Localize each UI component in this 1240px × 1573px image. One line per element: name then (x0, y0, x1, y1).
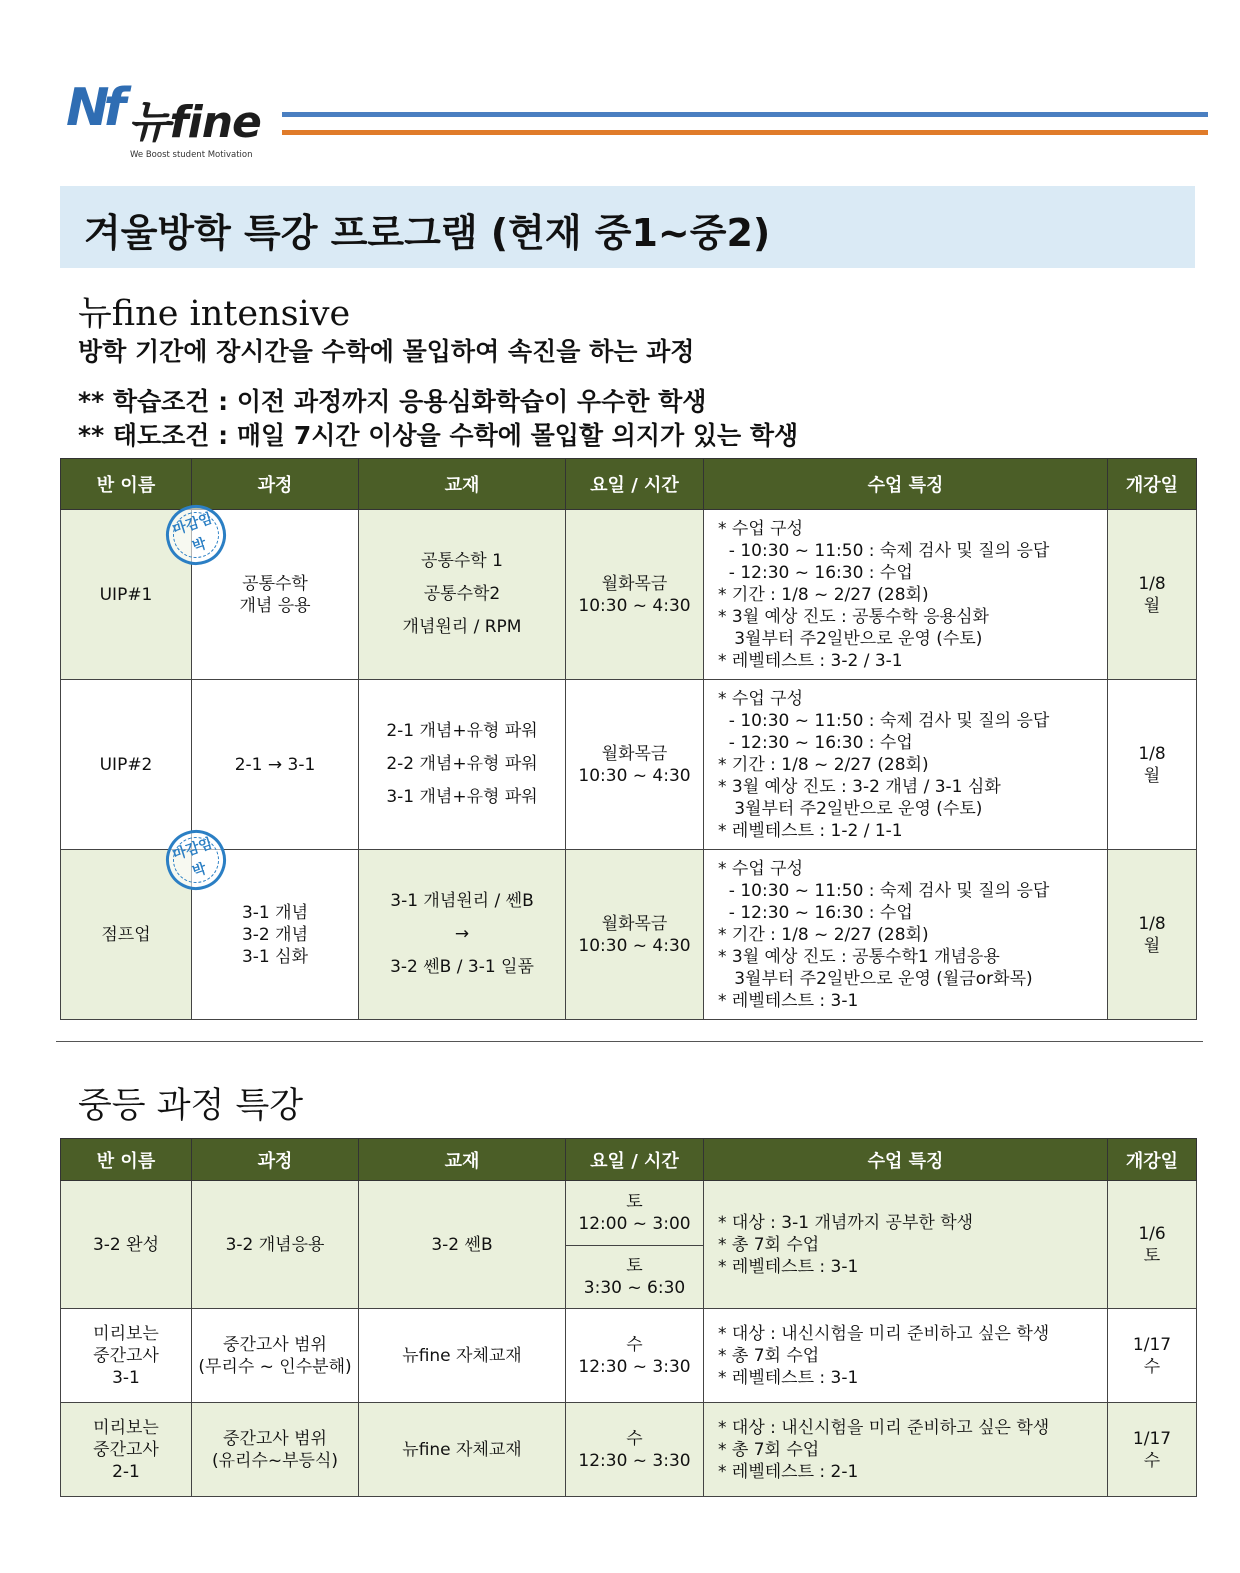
table-row (61, 1181, 1197, 1246)
class-name: UIP#1 (61, 510, 192, 680)
header-start-date: 개강일 (1108, 1139, 1197, 1181)
time-cell: 토 3:30 ~ 6:30 (566, 1246, 704, 1309)
header-course: 과정 (192, 1139, 359, 1181)
logo-name: 뉴fine (128, 97, 261, 148)
header-line-orange (282, 130, 1208, 135)
middle-schedule-table (60, 1138, 1197, 1497)
features-cell: * 대상 : 3-1 개념까지 공부한 학생 * 총 7회 수업 * 레벨테스트 : 3-1 (704, 1181, 1108, 1309)
brand-logo (66, 78, 266, 162)
textbook-cell: 3-2 쎈B (359, 1181, 566, 1309)
intensive-subtitle: 방학 기간에 장시간을 수학에 몰입하여 속진을 하는 과정 (78, 337, 695, 366)
textbook-cell: 뉴fine 자체교재 (359, 1403, 566, 1497)
features-cell: * 수업 구성 - 10:30 ~ 11:50 : 숙제 검사 및 질의 응답 - 12:30 ~ 16:30 : 수업 * 기간 : 1/8 ~ 2/27 (28회) * 3월 예상 진도 : 공통수학1 개념응용 3월부터 주2일반으로 운영 (월금or화목) * 레벨테스트 : 3-1 (704, 850, 1108, 1020)
table-header-row (61, 1139, 1197, 1181)
logo-mark: Nf (66, 78, 121, 138)
start-date-cell: 1/8 월 (1108, 510, 1197, 680)
header-features: 수업 특징 (704, 459, 1108, 510)
title-banner (60, 186, 1195, 268)
intensive-schedule-table (60, 458, 1197, 1020)
header-start-date: 개강일 (1108, 459, 1197, 510)
deadline-stamp: 마감임박 (158, 497, 234, 573)
time-cell: 월화목금 10:30 ~ 4:30 (566, 510, 704, 680)
intensive-heading: 뉴fine intensive (78, 294, 351, 334)
time-cell: 수 12:30 ~ 3:30 (566, 1309, 704, 1403)
table-header-row (61, 459, 1197, 510)
course-cell: 마감임박 3-1 개념 3-2 개념 3-1 심화 (192, 850, 359, 1020)
class-name: 3-2 완성 (61, 1181, 192, 1309)
middle-heading: 중등 과정 특강 (78, 1086, 304, 1126)
page-title: 겨울방학 특강 프로그램 (현재 중1~중2) (84, 211, 771, 255)
header-day-time: 요일 / 시간 (566, 1139, 704, 1181)
start-date-cell: 1/8 월 (1108, 680, 1197, 850)
course-cell: 3-2 개념응용 (192, 1181, 359, 1309)
class-name: 미리보는 중간고사 3-1 (61, 1309, 192, 1403)
header-class-name: 반 이름 (61, 1139, 192, 1181)
header-textbook: 교재 (359, 1139, 566, 1181)
textbook-cell: 뉴fine 자체교재 (359, 1309, 566, 1403)
table-row (61, 850, 1197, 1020)
course-cell: 중간고사 범위 (무리수 ~ 인수분해) (192, 1309, 359, 1403)
time-cell: 토 12:00 ~ 3:00 (566, 1181, 704, 1246)
table-row (61, 680, 1197, 850)
class-name: 점프업 (61, 850, 192, 1020)
features-cell: * 수업 구성 - 10:30 ~ 11:50 : 숙제 검사 및 질의 응답 - 12:30 ~ 16:30 : 수업 * 기간 : 1/8 ~ 2/27 (28회) * 3월 예상 진도 : 공통수학 응용심화 3월부터 주2일반으로 운영 (수토) * 레벨테스트 : 3-2 / 3-1 (704, 510, 1108, 680)
header-class-name: 반 이름 (61, 459, 192, 510)
time-cell: 수 12:30 ~ 3:30 (566, 1403, 704, 1497)
start-date-cell: 1/17 수 (1108, 1309, 1197, 1403)
features-cell: * 대상 : 내신시험을 미리 준비하고 싶은 학생 * 총 7회 수업 * 레벨테스트 : 3-1 (704, 1309, 1108, 1403)
features-cell: * 수업 구성 - 10:30 ~ 11:50 : 숙제 검사 및 질의 응답 - 12:30 ~ 16:30 : 수업 * 기간 : 1/8 ~ 2/27 (28회) * 3월 예상 진도 : 3-2 개념 / 3-1 심화 3월부터 주2일반으로 운영 (수토) * 레벨테스트 : 1-2 / 1-1 (704, 680, 1108, 850)
time-cell: 월화목금 10:30 ~ 4:30 (566, 850, 704, 1020)
start-date-cell: 1/8 월 (1108, 850, 1197, 1020)
table-row (61, 510, 1197, 680)
table-row (61, 1403, 1197, 1497)
start-date-cell: 1/17 수 (1108, 1403, 1197, 1497)
section-divider (56, 1041, 1203, 1042)
header-course: 과정 (192, 459, 359, 510)
attitude-condition: ** 태도조건 : 매일 7시간 이상을 수학에 몰입할 의지가 있는 학생 (78, 421, 799, 450)
header-textbook: 교재 (359, 459, 566, 510)
time-cell: 월화목금 10:30 ~ 4:30 (566, 680, 704, 850)
header-day-time: 요일 / 시간 (566, 459, 704, 510)
learning-condition: ** 학습조건 : 이전 과정까지 응용심화학습이 우수한 학생 (78, 387, 707, 416)
table-row (61, 1309, 1197, 1403)
features-cell: * 대상 : 내신시험을 미리 준비하고 싶은 학생 * 총 7회 수업 * 레벨테스트 : 2-1 (704, 1403, 1108, 1497)
start-date-cell: 1/6 토 (1108, 1181, 1197, 1309)
header-line-blue (282, 112, 1208, 117)
deadline-stamp: 마감임박 (158, 822, 234, 898)
header-features: 수업 특징 (704, 1139, 1108, 1181)
class-name: UIP#2 (61, 680, 192, 850)
textbook-cell: 공통수학 1 공통수학2 개념원리 / RPM (359, 510, 566, 680)
course-cell: 2-1 → 3-1 (192, 680, 359, 850)
logo-tagline: We Boost student Motivation (130, 150, 253, 160)
course-cell: 마감임박 공통수학 개념 응용 (192, 510, 359, 680)
course-cell: 중간고사 범위 (유리수~부등식) (192, 1403, 359, 1497)
textbook-cell: 2-1 개념+유형 파워 2-2 개념+유형 파워 3-1 개념+유형 파워 (359, 680, 566, 850)
class-name: 미리보는 중간고사 2-1 (61, 1403, 192, 1497)
textbook-cell: 3-1 개념원리 / 쎈B → 3-2 쎈B / 3-1 일품 (359, 850, 566, 1020)
